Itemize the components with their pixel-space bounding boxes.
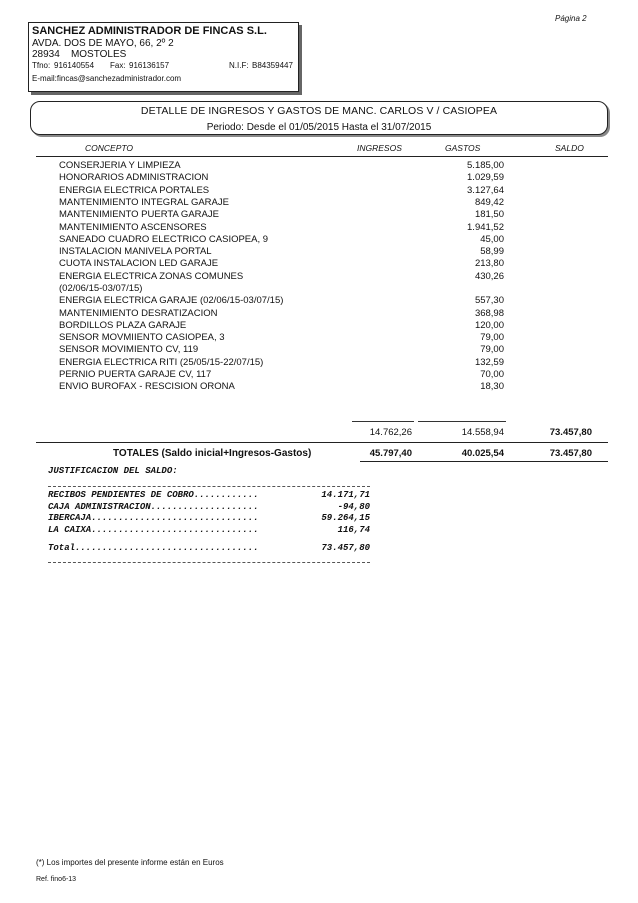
company-email: E-mail:fincas@sanchezadministrador.com <box>32 74 182 83</box>
total-saldo: 73.457,80 <box>549 448 592 459</box>
item-gastos: 132,59 <box>474 356 504 368</box>
justification-top-rule <box>48 486 370 487</box>
item-concepto: CONSERJERIA Y LIMPIEZA <box>59 160 181 171</box>
item-gastos: 849,42 <box>474 196 504 208</box>
justification-value: 14.171,71 <box>321 490 370 500</box>
report-title-box <box>30 101 608 135</box>
item-concepto: SANEADO CUADRO ELECTRICO CASIOPEA, 9 <box>59 233 269 245</box>
gastos-subtotal-line <box>418 421 506 422</box>
totals-label: TOTALES (Saldo inicial+Ingresos-Gastos) <box>113 448 312 459</box>
justification-label: LA CAIXA............................... <box>48 524 259 535</box>
item-concepto: MANTENIMIENTO DESRATIZACION <box>59 307 218 319</box>
company-info-box <box>28 22 299 92</box>
report-title: DETALLE DE INGRESOS Y GASTOS DE MANC. CARLOS V / CASIOPEA <box>140 105 498 117</box>
item-gastos: 79,00 <box>480 344 504 356</box>
fax-label: Fax: <box>110 61 126 70</box>
justification-row <box>48 490 370 501</box>
item-gastos: 181,50 <box>474 209 504 221</box>
item-concepto: ENERGIA ELECTRICA RITI (25/05/15-22/07/15) <box>59 356 264 368</box>
item-concepto: HONORARIOS ADMINISTRACION <box>59 172 209 184</box>
total-gastos: 40.025,54 <box>461 448 504 459</box>
item-gastos: 213,80 <box>474 258 504 270</box>
company-city-line <box>32 49 295 60</box>
item-gastos: 430,26 <box>474 270 504 282</box>
justification-label: CAJA ADMINISTRACION.................... <box>48 501 259 512</box>
subtotal-gastos: 14.558,94 <box>461 427 504 438</box>
header-divider <box>36 156 608 157</box>
item-concepto: MANTENIMIENTO ASCENSORES <box>59 221 207 233</box>
totals-divider <box>36 442 608 443</box>
footer-note: (*) Los importes del presente informe están en Euros <box>36 858 224 867</box>
company-address: AVDA. DOS DE MAYO, 66, 2º 2 <box>32 38 174 49</box>
nif-label: N.I.F: <box>229 61 249 70</box>
column-header-concepto: CONCEPTO <box>85 143 134 153</box>
item-gastos: 557,30 <box>474 295 504 307</box>
item-concepto-continued: (02/06/15-03/07/15) <box>59 282 143 294</box>
item-concepto: ENERGIA ELECTRICA PORTALES <box>59 184 210 196</box>
justification-row <box>48 525 370 536</box>
item-gastos: 3.127,64 <box>467 184 504 196</box>
item-concepto: ENERGIA ELECTRICA ZONAS COMUNES <box>59 270 244 282</box>
justification-row <box>48 502 370 513</box>
justification-value: -94,80 <box>337 501 370 512</box>
subtotal-ingresos: 14.762,26 <box>369 427 412 438</box>
footer-ref: Ref. fino6-13 <box>36 876 77 883</box>
item-concepto: SENSOR MOVMIIENTO CASIOPEA, 3 <box>59 332 225 344</box>
item-gastos: 1.029,59 <box>467 172 504 184</box>
item-gastos: 58,99 <box>480 246 504 258</box>
item-concepto: ENERGIA ELECTRICA GARAJE (02/06/15-03/07/15) <box>59 295 284 307</box>
column-header-saldo: SALDO <box>555 143 584 153</box>
item-gastos: 5.185,00 <box>467 160 504 171</box>
company-city: MOSTOLES <box>70 49 127 60</box>
item-concepto: SENSOR MOVIMIENTO CV, 119 <box>59 344 199 356</box>
item-gastos: 368,98 <box>474 307 504 319</box>
justification-total-value: 73.457,80 <box>321 543 370 553</box>
nif-value: B84359447 <box>252 61 293 70</box>
justification-value: 59.264,15 <box>321 513 370 523</box>
company-contact-row <box>32 60 295 72</box>
phone-value: 916140554 <box>54 61 95 70</box>
item-gastos: 1.941,52 <box>467 221 504 233</box>
justification-value: 116,74 <box>337 524 370 535</box>
justification-bottom-rule <box>48 562 370 563</box>
page-number: Página 2 <box>555 14 587 23</box>
item-concepto: BORDILLOS PLAZA GARAJE <box>59 319 187 331</box>
subtotal-saldo: 73.457,80 <box>549 427 592 438</box>
item-gastos: 18,30 <box>480 381 504 393</box>
justification-total-row <box>48 543 370 554</box>
item-gastos: 45,00 <box>480 233 504 245</box>
column-header-gastos: GASTOS <box>445 143 481 153</box>
item-concepto: MANTENIMIENTO INTEGRAL GARAJE <box>59 196 229 208</box>
item-gastos: 70,00 <box>480 369 504 380</box>
total-ingresos: 45.797,40 <box>369 448 412 459</box>
justification-label: IBERCAJA............................... <box>48 513 259 523</box>
justification-row <box>48 513 370 524</box>
column-header-ingresos: INGRESOS <box>357 143 402 153</box>
item-concepto: ENVIO BUROFAX - RESCISION ORONA <box>59 381 235 393</box>
item-concepto: PERNIO PUERTA GARAJE CV, 117 <box>59 369 212 380</box>
justification-label: RECIBOS PENDIENTES DE COBRO............ <box>48 490 259 500</box>
item-concepto: CUOTA INSTALACION LED GARAJE <box>59 258 219 270</box>
item-gastos: 120,00 <box>474 319 504 331</box>
company-postal-code: 28934 <box>32 49 60 60</box>
report-period: Periodo: Desde el 01/05/2015 Hasta el 31/07/2015 <box>206 122 432 133</box>
ingresos-subtotal-line <box>352 421 414 422</box>
fax-value: 916136157 <box>129 61 170 70</box>
company-name: SANCHEZ ADMINISTRADOR DE FINCAS S.L. <box>32 25 267 37</box>
justification-title: JUSTIFICACION DEL SALDO: <box>48 466 178 476</box>
totals-underline <box>360 461 608 462</box>
phone-label: Tfno: <box>32 61 51 70</box>
item-concepto: INSTALACION MANIVELA PORTAL <box>59 246 212 258</box>
item-concepto: MANTENIMIENTO PUERTA GARAJE <box>59 209 219 221</box>
item-gastos: 79,00 <box>480 332 504 344</box>
justification-total-label: Total.................................. <box>48 543 259 553</box>
